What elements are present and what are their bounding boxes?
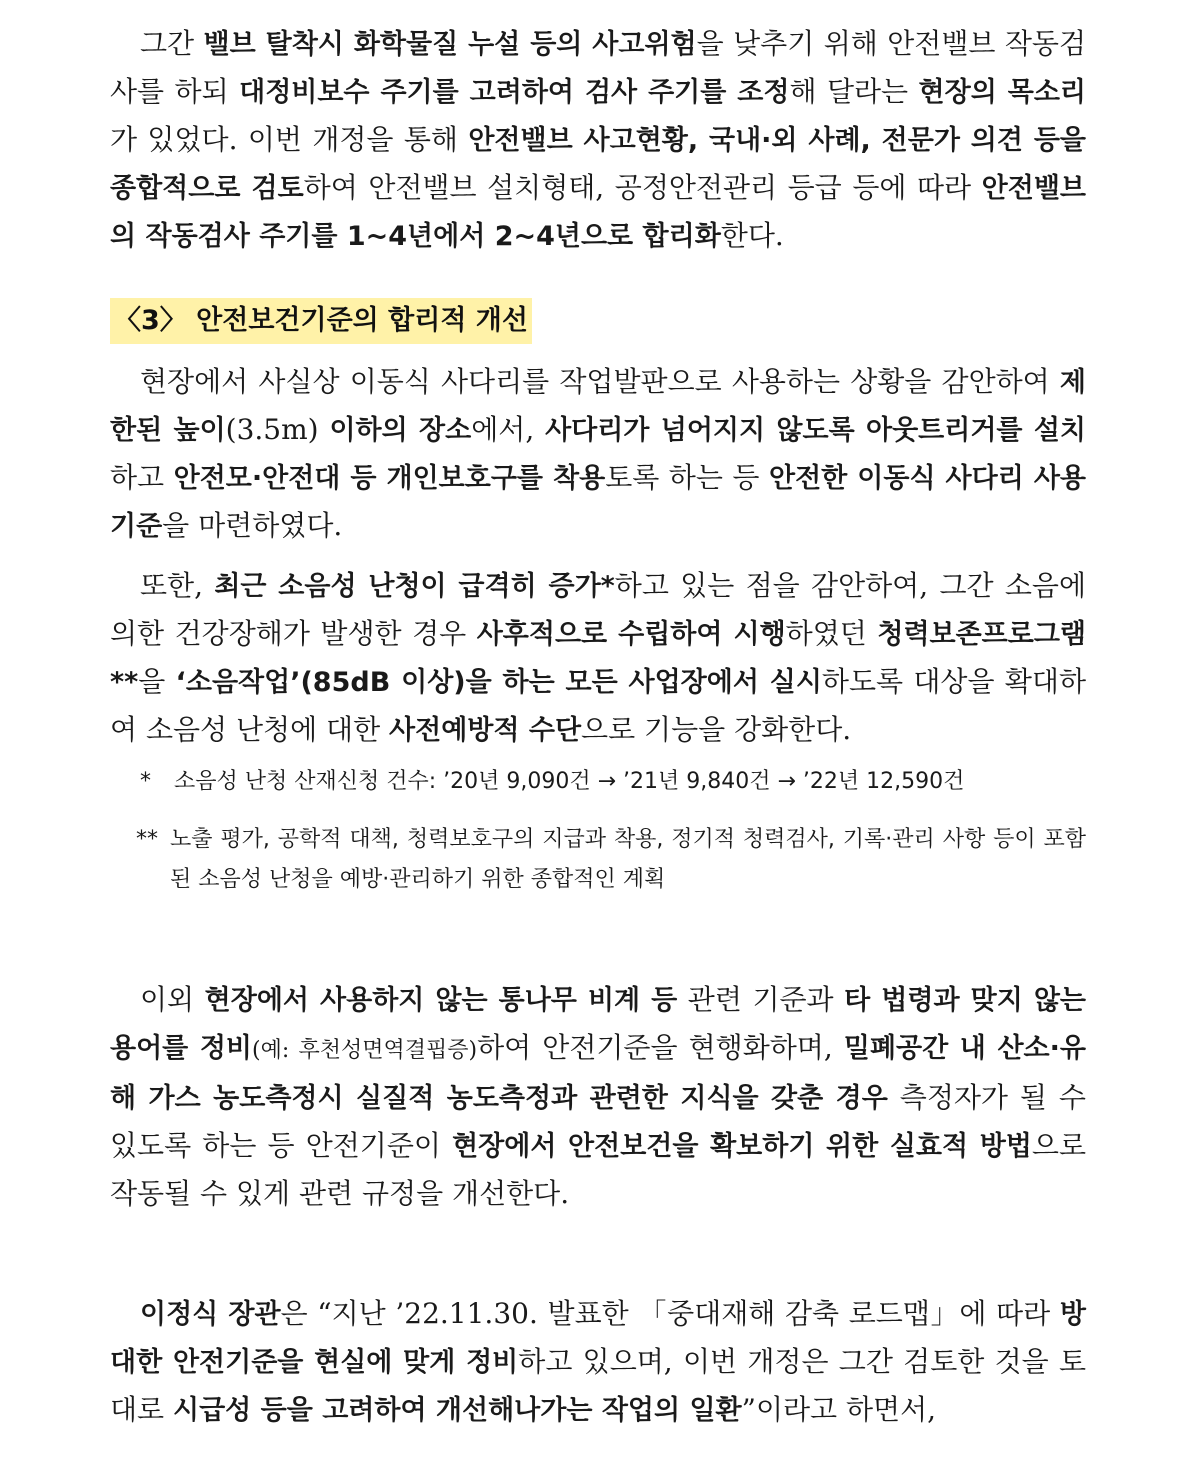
text-span: 이외 [140, 983, 205, 1016]
bold-span: 사다리가 넘어지지 않도록 아웃트리거를 설치 [545, 415, 1086, 446]
text-span: 토록 하는 등 [605, 461, 770, 494]
text-span: 하여 안전기준을 현행화하며, [477, 1031, 844, 1064]
text-span: 관련 기준과 [677, 983, 845, 1016]
bold-span: 안전모·안전대 등 개인보호구를 착용 [173, 463, 606, 494]
text-span: 에서, [471, 413, 546, 446]
paragraph-noise [110, 562, 1086, 754]
footnote-mark: * [140, 769, 151, 794]
bold-span: 대정비보수 주기를 고려하여 검사 주기를 조정 [239, 77, 790, 108]
text-span: 하고 [110, 461, 174, 494]
text-span: 해 달라는 [789, 75, 919, 108]
text-span: ”이라고 하면서, [741, 1393, 937, 1426]
text-span: 가 있었다. 이번 개정을 통해 [110, 123, 469, 156]
paragraph-minister-quote [110, 1290, 1086, 1434]
bold-span: 현장의 목소리 [918, 77, 1086, 108]
bold-span: ‘소음작업’(85dB 이상)을 하는 모든 사업장에서 실시 [175, 667, 822, 698]
example-span: (예: 후천성면역결핍증) [252, 1038, 478, 1063]
paragraph-safety-valve [110, 20, 1086, 260]
text-span: 측정자가 될 수 있도록 하는 등 안전기준이 [110, 1081, 1086, 1162]
paragraph-ladder [110, 358, 1086, 550]
text-span: 을 [138, 665, 176, 698]
bold-span: 현장에서 안전보건을 확보하기 위한 실효적 방법 [452, 1131, 1032, 1162]
text-span: 또한, [140, 569, 215, 602]
text-span: 으로 기능을 강화한다. [581, 713, 852, 746]
text-span: 하고 있으며, 이번 개정은 그간 검토한 것을 토대로 [110, 1345, 1086, 1426]
bold-span: 청력보존프로그램** [110, 619, 1087, 698]
bold-span: 사전예방적 수단 [389, 715, 582, 746]
bold-span: 제한된 높이 [110, 367, 1086, 446]
text-span: 현장에서 사실상 이동식 사다리를 작업발판으로 사용하는 상황을 감안하여 [140, 365, 1060, 398]
text-span: 그간 [140, 27, 204, 60]
bold-span: 사후적으로 수립하여 시행 [476, 619, 786, 650]
bold-span: 밀폐공간 내 산소·유해 가스 농도측정시 실질적 농도측정과 관련한 지식을 갖춘 경우 [110, 1033, 1086, 1114]
text-span: 을 마련하였다. [162, 509, 343, 542]
text-span: 으로 작동될 수 있게 관련 규정을 개선한다. [110, 1129, 1086, 1210]
bold-span: 방대한 안전기준을 현실에 맞게 정비 [110, 1299, 1086, 1378]
section-heading: 〈3〉 안전보건기준의 합리적 개선 [110, 298, 532, 344]
footnote-2 [136, 820, 1086, 900]
footnote-text: 소음성 난청 산재신청 건수: ’20년 9,090건 → ’21년 9,840건 → ’22년 12,590건 [174, 769, 965, 794]
text-span: 을 낮추기 위해 안전밸브 작동검사를 하되 [110, 27, 1086, 108]
bold-span: 이정식 장관 [140, 1299, 281, 1330]
text-span: 하여 안전밸브 설치형태, 공정안전관리 등급 등에 따라 [303, 171, 982, 204]
text-span: 한다. [720, 219, 784, 252]
bold-span: 최근 소음성 난청이 급격히 증가* [214, 571, 615, 602]
bold-span: 타 법령과 맞지 않는 용어를 정비 [110, 985, 1086, 1064]
footnote-text: 노출 평가, 공학적 대책, 청력보호구의 지급과 착용, 정기적 청력검사, 기록·관리 사항 등이 포함된 소음성 난청을 예방·관리하기 위한 종합적인 계획 [170, 827, 1086, 892]
bold-span: 안전한 이동식 사다리 사용기준 [110, 463, 1086, 542]
bold-span: 안전밸브 사고현황, 국내·외 사례, 전문가 의견 등을 종합적으로 검토 [110, 125, 1087, 204]
bold-span: 현장에서 사용하지 않는 통나무 비계 등 [204, 985, 678, 1016]
footnote-1 [140, 762, 1090, 802]
bold-span: 안전밸브의 작동검사 주기를 1~4년에서 2~4년으로 합리화 [110, 173, 1086, 252]
text-span: (3.5m) [225, 413, 330, 446]
text-span: 하고 있는 점을 감안하여, 그간 소음에 의한 건강장해가 발생한 경우 [110, 569, 1087, 650]
text-span: 하였던 [785, 617, 878, 650]
bold-span: 시급성 등을 고려하여 개선해나가는 작업의 일환 [173, 1395, 742, 1426]
bold-span: 밸브 탈착시 화학물질 누설 등의 사고위험 [203, 29, 697, 60]
footnote-mark: ** [136, 827, 158, 852]
text-span: 은 “지난 ’22.11.30. 발표한 「중대재해 감축 로드맵」에 따라 [280, 1297, 1060, 1330]
text-span: 하도록 대상을 확대하여 소음성 난청에 대한 [110, 665, 1086, 746]
bold-span: 이하의 장소 [329, 415, 472, 446]
paragraph-other-standards [110, 976, 1086, 1217]
